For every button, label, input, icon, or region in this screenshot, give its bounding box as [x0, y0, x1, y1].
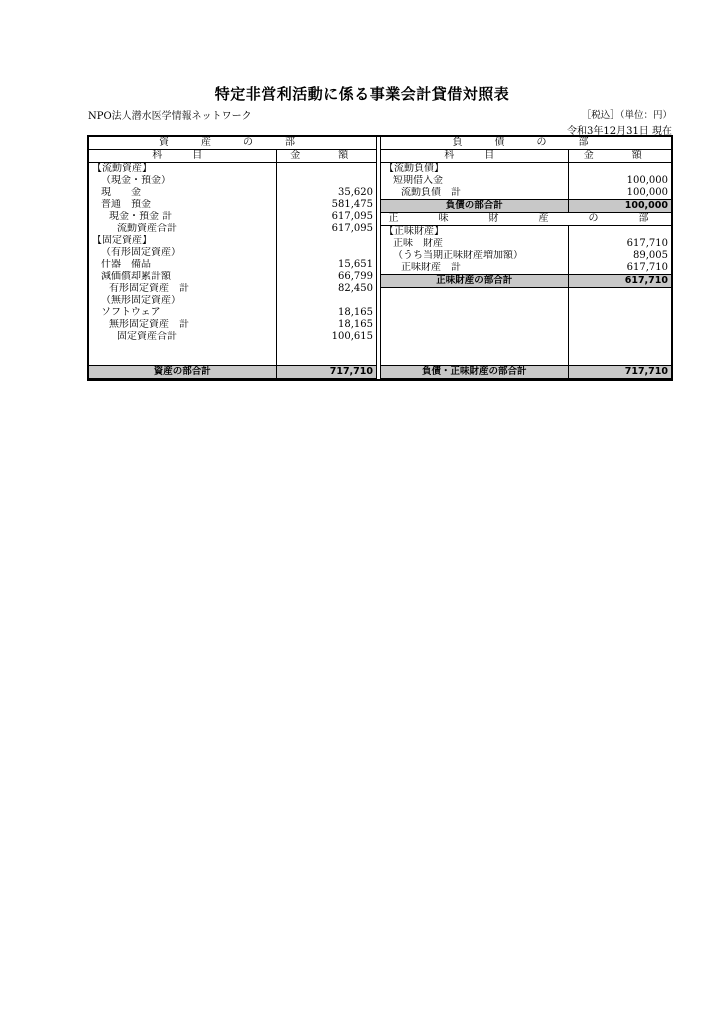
liabilities-total-amount: 100,000	[568, 200, 671, 213]
liabilities-total-label: 負債の部合計	[381, 200, 568, 213]
table-row: 現 金 35,620	[89, 187, 376, 199]
table-row: （無形固定資産）	[89, 295, 376, 307]
table-row: 固定資産合計 100,615	[89, 331, 376, 343]
table-row: 【流動資産】	[89, 163, 376, 176]
net-assets-section-header	[381, 213, 671, 226]
net-assets-section-title: 正 味 財 産 の 部	[381, 213, 671, 226]
table-row: 什器 備品 15,651	[89, 259, 376, 271]
grand-total-row	[381, 366, 671, 379]
net-assets-total-row	[381, 275, 671, 288]
table-row: （現金・預金）	[89, 175, 376, 187]
assets-section-header	[89, 137, 376, 150]
balance-sheet	[87, 135, 673, 381]
liabilities-col-item: 科 目	[381, 150, 568, 163]
table-row: 無形固定資産 計 18,165	[89, 319, 376, 331]
table-row: ソフトウェア 18,165	[89, 307, 376, 319]
liabilities-total-row	[381, 200, 671, 213]
assets-col-amount: 金 額	[276, 150, 376, 163]
table-row: （うち当期正味財産増加額） 89,005	[381, 250, 671, 262]
table-row: 減価償却累計額 66,799	[89, 271, 376, 283]
table-row: 流動資産合計 617,095	[89, 223, 376, 235]
tax-unit-note: ［税込］（単位：円）	[581, 110, 672, 121]
liabilities-section-title: 負 債 の 部	[381, 137, 671, 150]
table-row: 正味財産 計 617,710	[381, 262, 671, 275]
table-row: 【固定資産】	[89, 235, 376, 247]
assets-total-label: 資産の部合計	[89, 366, 276, 379]
assets-total-amount: 717,710	[276, 366, 376, 379]
grand-total-label: 負債・正味財産の部合計	[381, 366, 568, 379]
table-row: 普通 預金 581,475	[89, 199, 376, 211]
liabilities-section-header	[381, 137, 671, 150]
table-row: 有形固定資産 計 82,450	[89, 283, 376, 295]
assets-col-item: 科 目	[89, 150, 276, 163]
net-assets-total-label: 正味財産の部合計	[381, 275, 568, 288]
assets-column-header	[89, 150, 376, 163]
table-row: 【正味財産】	[381, 226, 671, 239]
organization-name: NPO法人潜水医学情報ネットワーク	[88, 111, 252, 122]
grand-total-amount: 717,710	[568, 366, 671, 379]
table-row: （有形固定資産）	[89, 247, 376, 259]
document-title: 特定非営利活動に係る事業会計貸借対照表	[214, 85, 510, 103]
table-row: 現金・預金 計 617,095	[89, 211, 376, 223]
as-of-date: 令和3年12月31日 現在	[567, 126, 672, 137]
table-row: 正味 財産 617,710	[381, 238, 671, 250]
table-row: 短期借入金 100,000	[381, 175, 671, 187]
liabilities-col-amount: 金 額	[568, 150, 671, 163]
liabilities-table	[381, 137, 671, 379]
table-row: 流動負債 計 100,000	[381, 187, 671, 200]
assets-total-row	[89, 366, 376, 379]
assets-table	[89, 137, 376, 379]
net-assets-total-amount: 617,710	[568, 275, 671, 288]
liabilities-column-header	[381, 150, 671, 163]
assets-section-title: 資 産 の 部	[89, 137, 376, 150]
table-row: 【流動負債】	[381, 163, 671, 176]
